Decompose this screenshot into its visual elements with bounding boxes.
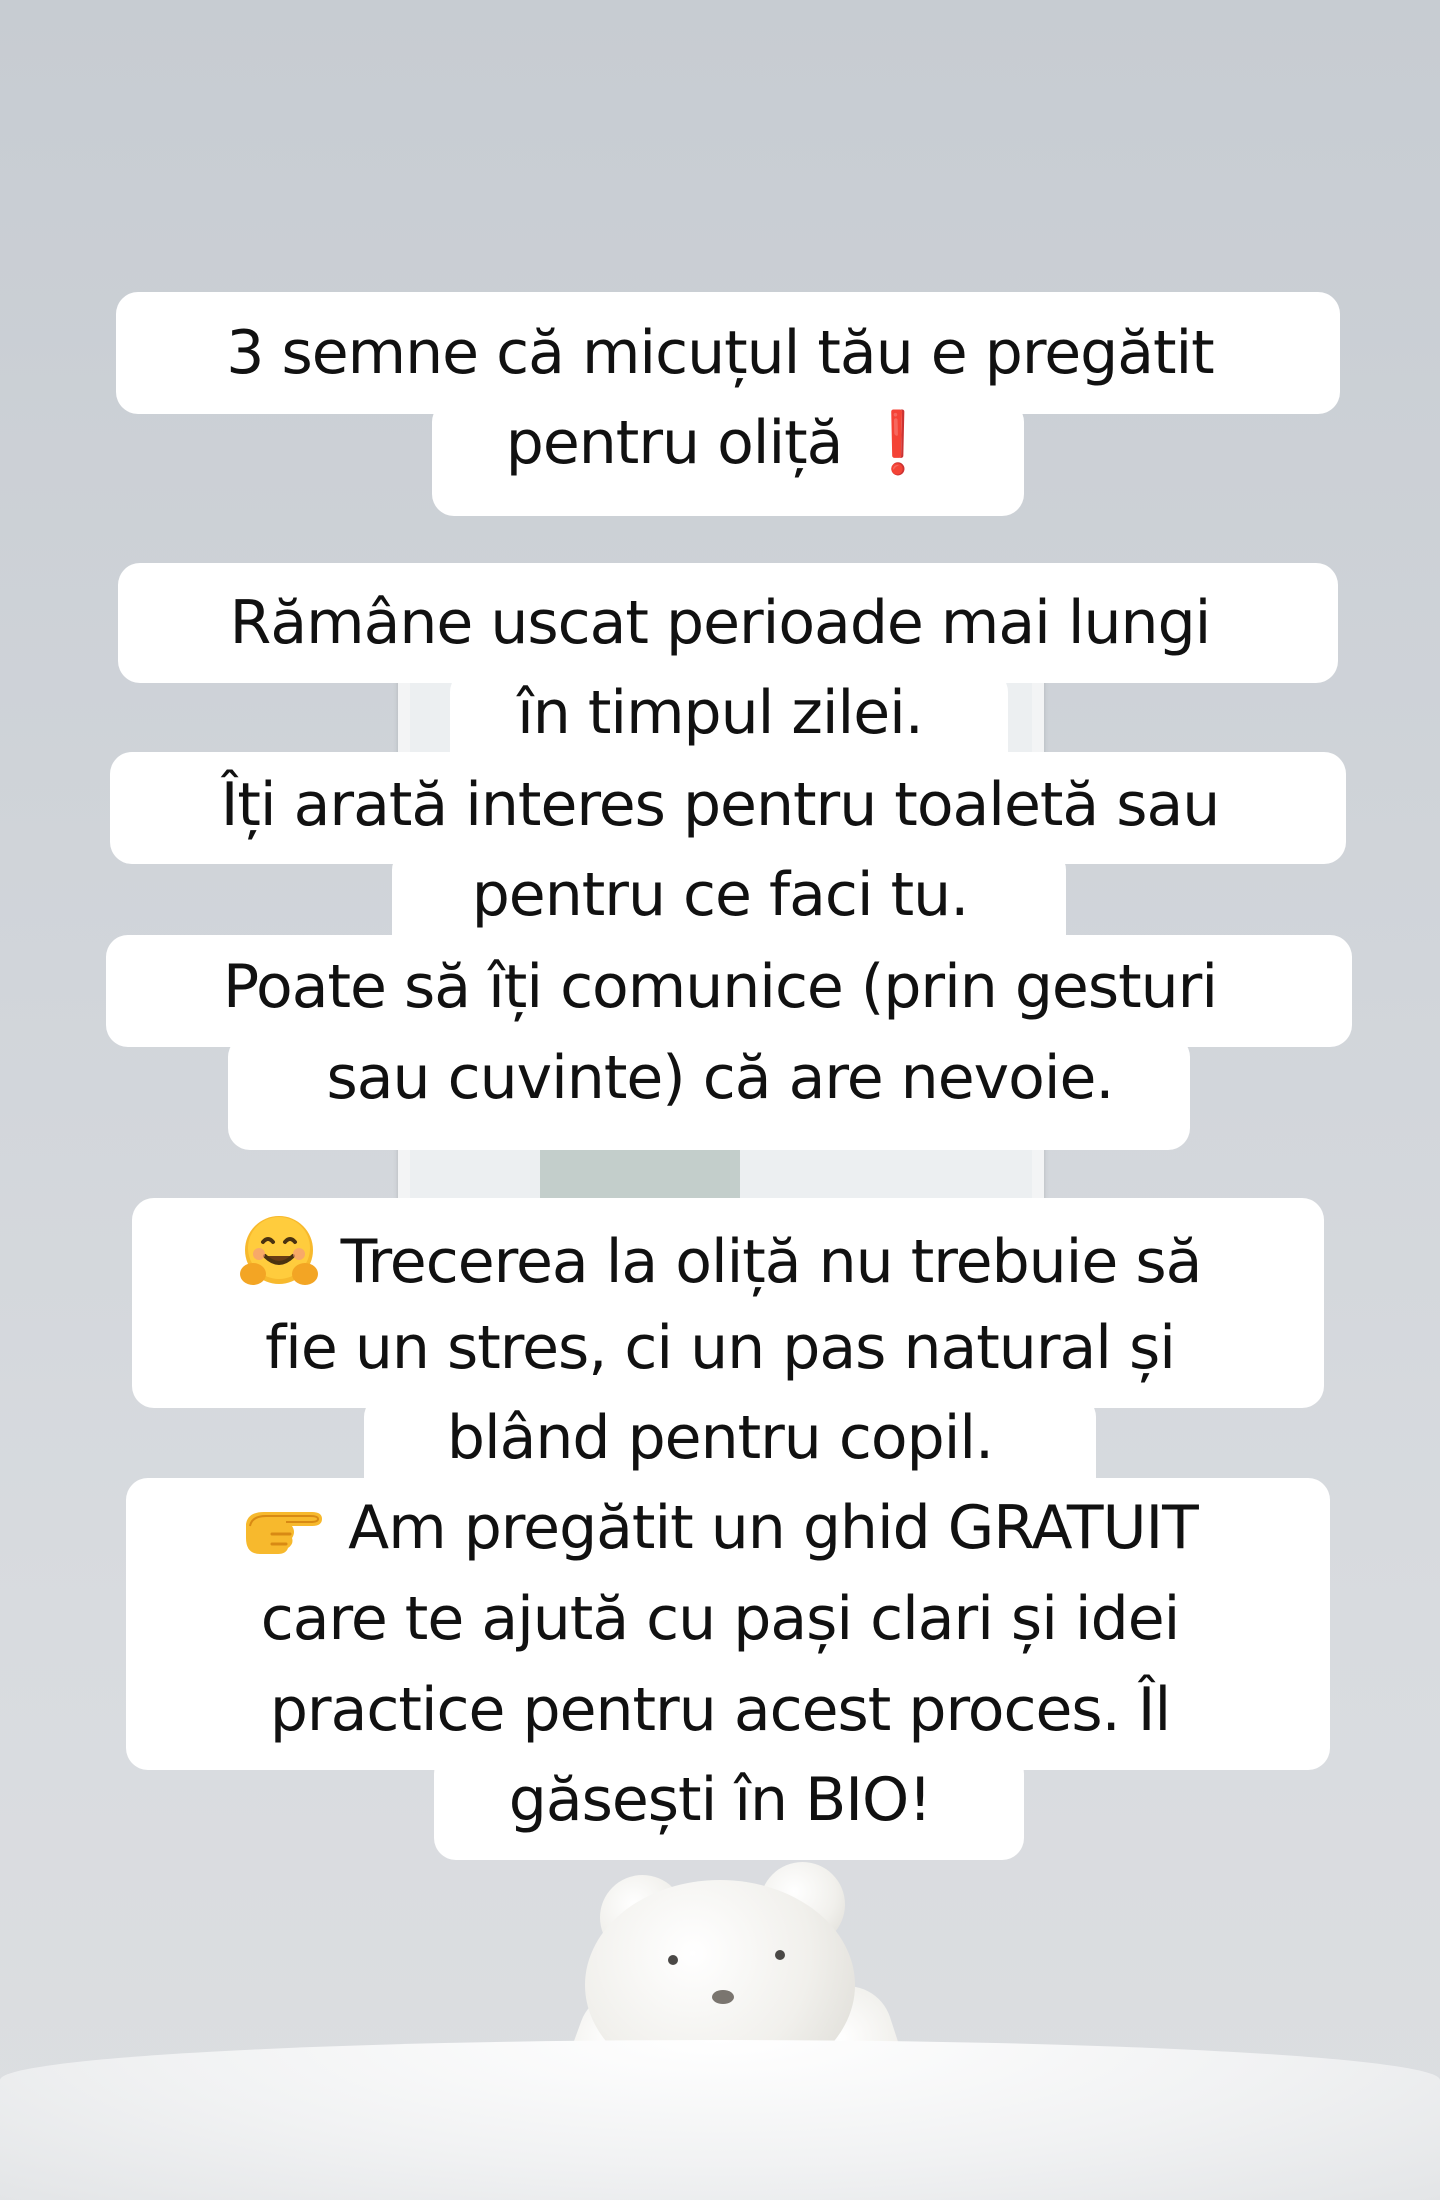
- cta-text: practice pentru acest proces. Îl: [269, 1675, 1171, 1745]
- bear-eye: [775, 1950, 785, 1960]
- bear-nose: [712, 1990, 734, 2004]
- sign-line: [0, 1033, 1440, 1123]
- cta-line: [0, 1483, 1440, 1573]
- message-text: Trecerea la oliță nu trebuie să: [340, 1227, 1202, 1297]
- sign-line: [0, 760, 1440, 850]
- sign-text: sau cuvinte) că are nevoie.: [326, 1043, 1114, 1113]
- cta-text: care te ajută cu pași clari și idei: [260, 1584, 1180, 1654]
- title-text: pentru oliță: [505, 408, 843, 478]
- message-line: [0, 1212, 1440, 1307]
- title-text: 3 semne că micuțul tău e pregătit: [226, 318, 1214, 388]
- title-line: [0, 398, 1440, 488]
- message-line: [0, 1393, 1440, 1483]
- title-line: [0, 308, 1440, 398]
- cta-text: găsești în BIO!: [508, 1765, 932, 1835]
- sign-line: [0, 668, 1440, 758]
- cta-line: [0, 1665, 1440, 1755]
- sign-text: Poate să îți comunice (prin gesturi: [223, 952, 1217, 1022]
- bear-eye: [668, 1955, 678, 1965]
- message-line: [0, 1303, 1440, 1393]
- message-text: fie un stres, ci un pas natural și: [265, 1313, 1175, 1383]
- sign-text: Îți arată interes pentru toaletă sau: [220, 770, 1220, 840]
- message-text: blând pentru copil.: [446, 1403, 994, 1473]
- pointing-right-icon: [242, 1498, 326, 1558]
- sign-line: [0, 942, 1440, 1032]
- sign-text: Rămâne uscat perioade mai lungi: [229, 588, 1211, 658]
- sign-line: [0, 850, 1440, 940]
- hugging-face-icon: [239, 1212, 319, 1292]
- sign-text: în timpul zilei.: [517, 678, 923, 748]
- cta-line: [0, 1755, 1440, 1845]
- exclamation-icon: ❗: [860, 408, 935, 478]
- cta-line: [0, 1574, 1440, 1664]
- sign-line: [0, 578, 1440, 668]
- cta-text: Am pregătit un ghid GRATUIT: [348, 1493, 1198, 1563]
- table-top: [0, 2040, 1440, 2200]
- sign-text: pentru ce faci tu.: [471, 860, 969, 930]
